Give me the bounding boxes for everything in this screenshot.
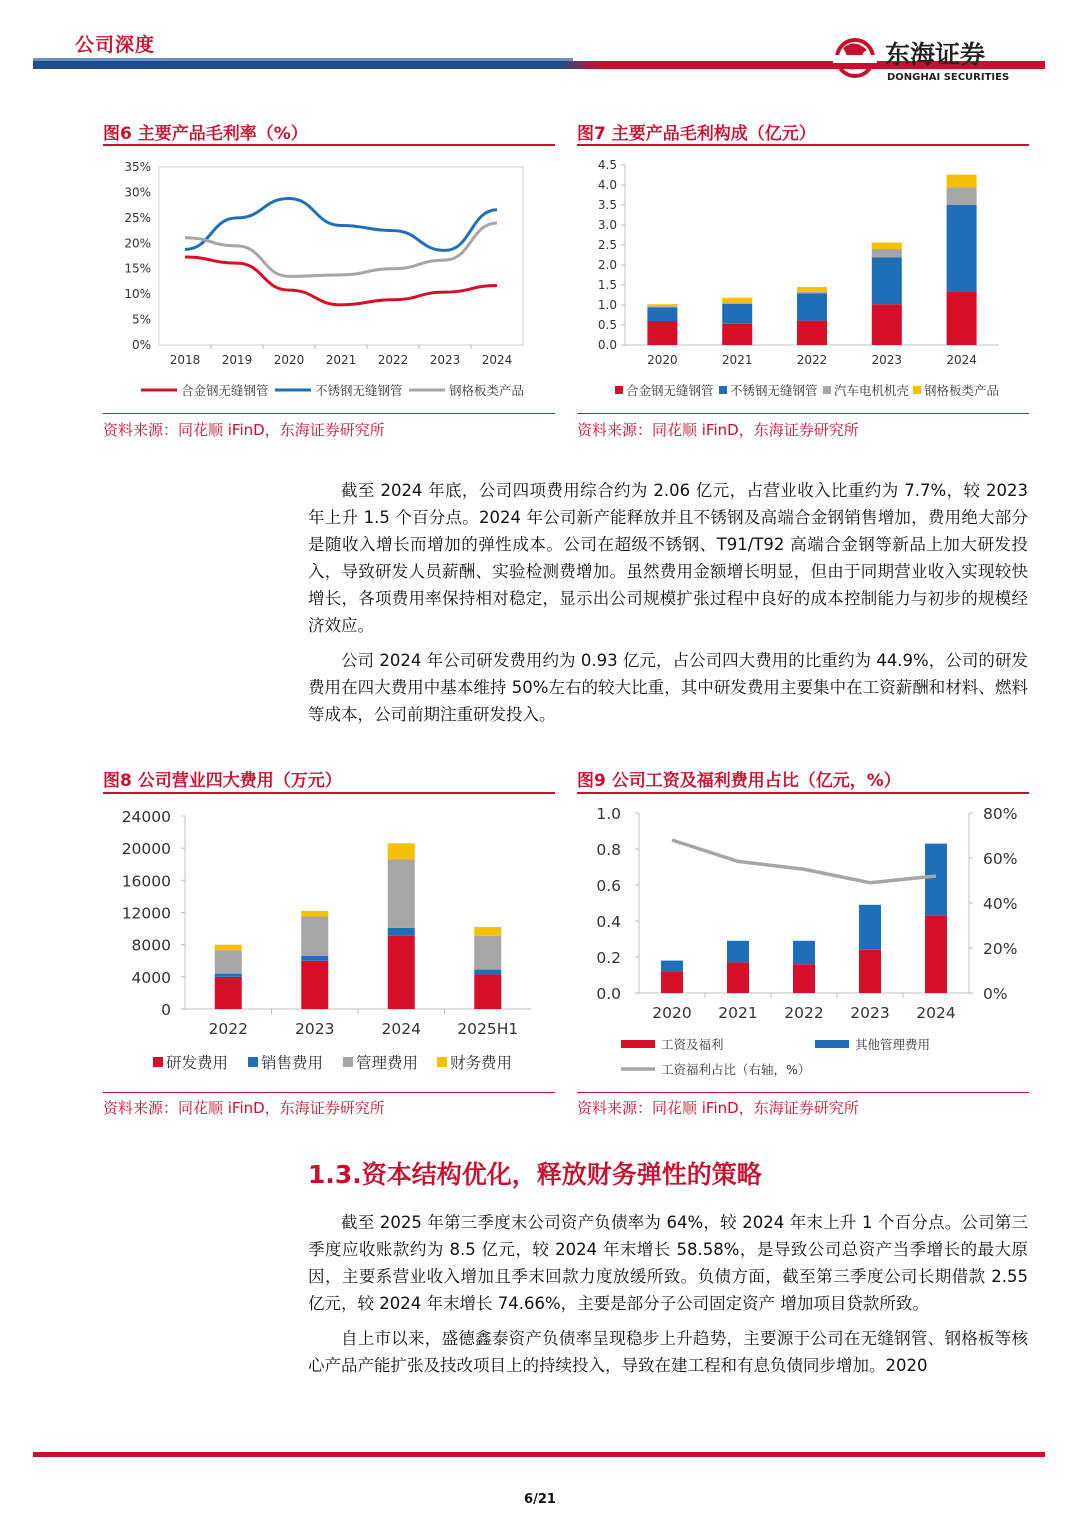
body-block-2: [308, 1209, 1028, 1379]
fig7-bar-segment: [872, 243, 902, 249]
dragon-emblem-icon: [833, 40, 877, 76]
fig7-legend-label: 汽车电机机壳: [834, 383, 910, 398]
fig8-bar-segment: [388, 928, 415, 936]
fig8-legend-label: 销售费用: [261, 1054, 324, 1072]
fig8-legend-label: 财务费用: [450, 1054, 513, 1072]
fig9-x-tick: 2020: [652, 1004, 692, 1022]
fig7-bar-segment: [797, 292, 827, 294]
fig7-y-tick: 4.5: [597, 158, 617, 172]
fig6-y-tick: 10%: [124, 287, 151, 302]
fig7-y-tick: 3.5: [597, 198, 617, 212]
fig6-x-tick: 2018: [169, 353, 201, 367]
fig7-bar-segment: [797, 287, 827, 292]
fig7-source: 资料来源：同花顺 iFinD，东海证券研究所: [577, 421, 859, 439]
fig8-source: 资料来源：同花顺 iFinD，东海证券研究所: [103, 1099, 385, 1117]
fig8-bar-segment: [215, 950, 242, 973]
fig7-x-tick: 2020: [647, 353, 678, 367]
fig8-legend-label: 管理费用: [356, 1054, 419, 1072]
fig9-bar-segment: [661, 971, 683, 993]
fig7-bar-segment: [947, 187, 977, 205]
fig7-bar-segment: [647, 307, 677, 321]
fig6-x-tick: 2020: [273, 353, 305, 367]
fig6-y-tick: 20%: [124, 236, 151, 251]
fig9-bar-segment: [793, 941, 815, 964]
brand-logo: [833, 30, 1048, 90]
fig8-title: 图8 公司营业四大费用（万元）: [103, 771, 342, 791]
fig9-y-tick: 0.6: [596, 877, 621, 895]
fig8-chart: [103, 798, 555, 1088]
fig9-bar-segment: [661, 961, 683, 972]
fig7-bar-segment: [647, 321, 677, 345]
fig8-legend-swatch: [343, 1057, 353, 1067]
fig9-y-tick: 1.0: [596, 805, 621, 823]
fig8-bar-segment: [301, 956, 328, 961]
fig8-legend-swatch: [437, 1057, 447, 1067]
fig6-y-tick: 15%: [124, 261, 151, 276]
fig6-y-tick: 35%: [124, 160, 151, 174]
fig7-y-tick: 0.5: [597, 318, 617, 332]
fig9-title-rule: [577, 792, 1029, 794]
fig7-y-tick: 3.0: [597, 218, 617, 232]
fig7-legend-label: 不锈钢无缝钢管: [730, 383, 818, 398]
fig6-x-tick: 2023: [429, 353, 461, 367]
paragraph-debt-trend: 自上市以来，盛德鑫泰资产负债率呈现稳步上升趋势，主要源于公司在无缝钢管、钢格板等核心产品产能扩张及技改项目上的持续投入，导致在建工程和有息负债同步增加。2020: [308, 1329, 1028, 1375]
fig8-bar-segment: [388, 843, 415, 859]
fig6-source: 资料来源：同花顺 iFinD，东海证券研究所: [103, 421, 385, 439]
fig7-bar-segment: [947, 175, 977, 188]
fig7-bar-segment: [722, 298, 752, 303]
fig8-bar-segment: [474, 927, 501, 936]
fig9-chart: [577, 798, 1029, 1088]
fig6-series-line-1: [185, 257, 497, 305]
fig8-bar-segment: [215, 974, 242, 977]
fig8-x-tick: 2022: [208, 1020, 248, 1038]
fig6-x-tick: 2024: [481, 353, 513, 367]
fig7-x-tick: 2024: [946, 353, 977, 367]
fig6-y-tick: 5%: [131, 312, 151, 327]
fig9-x-tick: 2022: [784, 1004, 824, 1022]
fig7-x-tick: 2022: [796, 353, 828, 367]
fig9-source: 资料来源：同花顺 iFinD，东海证券研究所: [577, 1099, 859, 1117]
fig7-x-tick: 2021: [721, 353, 753, 367]
fig9-ratio-line: [672, 840, 936, 883]
fig7-source-rule: [577, 413, 1029, 414]
fig8-y-tick: 8000: [131, 936, 171, 955]
fig8-bar-segment: [388, 859, 415, 927]
fig6-series-line-2: [185, 199, 497, 251]
fig7-bar-segment: [722, 303, 752, 304]
fig7-legend-swatch: [913, 386, 921, 394]
fig7-legend-label: 钢格板类产品: [924, 383, 1000, 398]
fig9-bar-segment: [925, 844, 947, 916]
fig8-y-tick: 16000: [121, 872, 171, 891]
fig6-title: 图6 主要产品毛利率（%）: [103, 124, 308, 144]
fig8-bar-segment: [215, 945, 242, 951]
fig8-x-tick: 2024: [381, 1020, 421, 1038]
fig7-legend-swatch: [615, 386, 623, 394]
fig9-y-tick: 0.8: [596, 841, 621, 859]
fig9-y-tick: 0.4: [596, 913, 621, 931]
fig9-bar-segment: [859, 950, 881, 993]
fig6-legend-label: 不锈钢无缝钢管: [315, 383, 403, 398]
fig8-source-rule: [103, 1092, 555, 1093]
fig6-title-rule: [103, 144, 555, 146]
paragraph-rd-expense: 公司 2024 年公司研发费用约为 0.93 亿元，占公司四大费用的比重约为 44.9%，公司的研发费用在四大费用中基本维持 50%左右的较大比重，其中研发费用主要集中在工资薪酬和材料、燃料等成本，公司前期注重研发投入。: [308, 651, 1028, 724]
fig6-x-tick: 2021: [325, 353, 357, 367]
fig7-bar-segment: [797, 321, 827, 345]
fig7-x-tick: 2023: [871, 353, 903, 367]
fig8-bar-segment: [388, 936, 415, 1009]
fig7-bar-segment: [947, 291, 977, 345]
fig8-bar-segment: [474, 974, 501, 1009]
fig7-y-tick: 4.0: [597, 178, 617, 192]
fig9-x-tick: 2023: [850, 1004, 890, 1022]
fig9-y-tick: 0.2: [596, 949, 621, 967]
fig7-title-rule: [577, 144, 1029, 146]
fig7-bar-segment: [647, 304, 677, 306]
fig9-legend-swatch: [815, 1040, 849, 1048]
fig6-y-tick: 25%: [124, 210, 151, 225]
paragraph-leverage: 截至 2025 年第三季度末公司资产负债率为 64%，较 2024 年末上升 1 个百分点。公司第三季度应收账款约为 8.5 亿元，较 2024 年末增长 58.58%，是导致公司总资产当季增长的最大原因，主要系营业收入增加且季末回款力度放缓所致。负债方面，截至第三季度公司长期借款 2.55 亿元，较 2024 年末增长 74.66%，主要是部分子公司固定资产 增加项目贷款所致。: [308, 1213, 1028, 1313]
fig8-legend-swatch: [153, 1057, 163, 1067]
fig8-bar-segment: [301, 917, 328, 956]
fig7-chart: [577, 150, 1029, 410]
fig7-legend-swatch: [823, 386, 831, 394]
fig8-bar-segment: [474, 936, 501, 970]
fig8-bar-segment: [301, 961, 328, 1009]
fig7-bar-segment: [947, 205, 977, 291]
fig7-legend-label: 合金钢无缝钢管: [626, 383, 714, 398]
fig7-y-tick: 1.5: [597, 278, 617, 292]
fig9-source-rule: [577, 1092, 1029, 1093]
page-number: 6/21: [524, 1492, 556, 1507]
fig6-legend-label: 合金钢无缝钢管: [181, 383, 269, 398]
fig7-y-tick: 2.0: [597, 258, 617, 272]
fig8-legend-label: 研发费用: [166, 1054, 229, 1072]
fig9-y2-tick: 0%: [983, 985, 1008, 1003]
logo-cn: 东海证券: [885, 40, 986, 69]
logo-en: DONGHAI SECURITIES: [887, 72, 1010, 83]
fig9-y2-tick: 60%: [983, 850, 1018, 868]
fig8-y-tick: 0: [161, 1001, 171, 1019]
fig9-y-tick: 0.0: [596, 985, 621, 1003]
fig8-bar-segment: [301, 911, 328, 917]
fig9-x-tick: 2021: [718, 1004, 758, 1022]
fig8-bar-segment: [474, 970, 501, 975]
fig9-y2-tick: 20%: [983, 940, 1018, 958]
fig9-legend-label: 工资及福利: [661, 1037, 724, 1052]
fig6-plot-frame: [159, 167, 523, 345]
fig8-y-tick: 12000: [121, 904, 171, 923]
footer-divider: [33, 1452, 1045, 1457]
fig6-x-tick: 2019: [221, 353, 253, 367]
fig7-bar-segment: [722, 324, 752, 345]
fig8-x-tick: 2025H1: [457, 1020, 519, 1038]
fig7-bar-segment: [872, 257, 902, 304]
fig7-y-tick: 2.5: [597, 238, 617, 252]
fig7-y-tick: 0.0: [597, 338, 617, 352]
fig6-source-rule: [103, 413, 555, 414]
fig9-bar-segment: [727, 962, 749, 993]
fig7-y-tick: 1.0: [597, 298, 617, 312]
fig9-legend-label: 工资福利占比（右轴，%）: [661, 1062, 811, 1077]
fig9-bar-segment: [859, 905, 881, 950]
fig8-y-tick: 24000: [121, 808, 171, 826]
fig8-y-tick: 4000: [131, 968, 171, 987]
fig9-x-tick: 2024: [916, 1004, 956, 1022]
fig8-bar-segment: [215, 977, 242, 1009]
fig7-legend-swatch: [719, 386, 727, 394]
fig8-title-rule: [103, 792, 555, 794]
fig9-bar-segment: [727, 941, 749, 963]
fig7-title: 图7 主要产品毛利构成（亿元）: [577, 124, 816, 144]
body-block-1: [308, 477, 1028, 728]
fig6-chart: [103, 150, 555, 410]
section-title: 1.3.资本结构优化，释放财务弹性的策略: [308, 1160, 762, 1189]
fig9-legend-swatch: [621, 1040, 655, 1048]
fig9-bar-segment: [793, 964, 815, 993]
fig8-y-tick: 20000: [121, 840, 171, 859]
fig7-bar-segment: [872, 304, 902, 345]
fig7-bar-segment: [722, 304, 752, 324]
fig6-legend-label: 钢格板类产品: [449, 383, 525, 398]
fig9-y2-tick: 80%: [983, 805, 1018, 823]
fig8-x-tick: 2023: [295, 1020, 335, 1038]
fig9-legend-label: 其他管理费用: [855, 1037, 931, 1052]
fig8-legend-swatch: [248, 1057, 258, 1067]
fig7-bar-segment: [797, 293, 827, 320]
fig9-bar-segment: [925, 916, 947, 993]
fig6-y-tick: 0%: [131, 338, 151, 352]
section-label: 公司深度: [75, 34, 156, 56]
paragraph-fee-overview: 截至 2024 年底，公司四项费用综合约为 2.06 亿元，占营业收入比重约为 7.7%，较 2023 年上升 1.5 个百分点。2024 年公司新产能释放并且不锈钢及高端合金钢销售增加，费用绝大部分是随收入增长而增加的弹性成本。公司在超级不锈钢、T91/T92 高端合金钢等新品上加大研发投入，导致研发人员薪酬、实验检测费增加。虽然费用金额增长明显，但由于同期营业收入实现较快增长，各项费用率保持相对稳定，显示出公司规模扩张过程中良好的成本控制能力与初步的规模经济效应。: [308, 481, 1028, 635]
fig9-y2-tick: 40%: [983, 895, 1018, 913]
fig6-x-tick: 2022: [377, 353, 409, 367]
fig6-y-tick: 30%: [124, 185, 151, 200]
fig9-title: 图9 公司工资及福利费用占比（亿元，%）: [577, 771, 901, 791]
fig7-bar-segment: [647, 306, 677, 307]
fig7-bar-segment: [872, 249, 902, 257]
